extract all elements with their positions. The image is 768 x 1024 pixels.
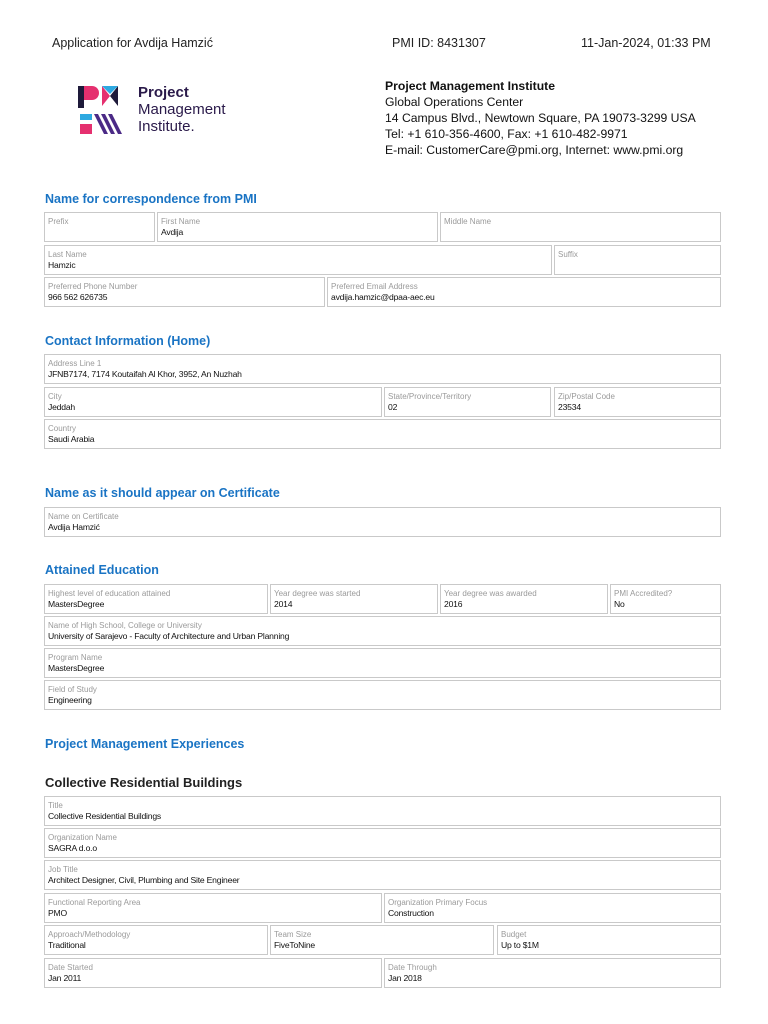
field-value: Construction bbox=[388, 908, 434, 918]
city-field bbox=[44, 387, 382, 417]
field-value: 23534 bbox=[558, 402, 581, 412]
logo-line-3: Institute. bbox=[138, 118, 195, 135]
experience-heading: Collective Residential Buildings bbox=[45, 775, 243, 790]
field-value: 2016 bbox=[444, 599, 463, 609]
field-value: 966 562 626735 bbox=[48, 292, 108, 302]
field-label: Country bbox=[48, 424, 77, 433]
field-label: Date Through bbox=[388, 963, 437, 972]
field-value: Traditional bbox=[48, 940, 86, 950]
primary-focus-field bbox=[384, 893, 721, 923]
middle-name-field bbox=[440, 212, 721, 242]
field-value: Architect Designer, Civil, Plumbing and Site Engineer bbox=[48, 875, 240, 885]
field-label: Preferred Phone Number bbox=[48, 282, 138, 291]
field-value: Hamzic bbox=[48, 260, 76, 270]
field-label: City bbox=[48, 392, 62, 401]
field-label: Date Started bbox=[48, 963, 93, 972]
field-value: Collective Residential Buildings bbox=[48, 811, 162, 821]
field-value: 02 bbox=[388, 402, 398, 412]
date-through-field bbox=[384, 958, 721, 988]
phone-field bbox=[44, 277, 325, 307]
suffix-field bbox=[554, 245, 721, 275]
field-label: Last Name bbox=[48, 250, 87, 259]
education-level-field bbox=[44, 584, 268, 614]
org-name: Project Management Institute bbox=[385, 79, 555, 93]
approach-field bbox=[44, 925, 268, 955]
field-value: FiveToNine bbox=[274, 940, 315, 950]
program-field bbox=[44, 648, 721, 678]
date-started-field bbox=[44, 958, 382, 988]
address-line-1-field bbox=[44, 354, 721, 384]
field-label: Title bbox=[48, 801, 63, 810]
experience-title-field bbox=[44, 796, 721, 826]
field-label: Year degree was started bbox=[274, 589, 361, 598]
field-label: Address Line 1 bbox=[48, 359, 102, 368]
pmi-logo-mark-icon bbox=[78, 84, 134, 138]
zip-field bbox=[554, 387, 721, 417]
field-label: Highest level of education attained bbox=[48, 589, 171, 598]
field-of-study-field bbox=[44, 680, 721, 710]
application-title: Application for Avdija Hamzić bbox=[52, 36, 213, 50]
team-size-field bbox=[270, 925, 494, 955]
field-value: Avdija Hamzić bbox=[48, 522, 100, 532]
field-label: Suffix bbox=[558, 250, 578, 259]
field-label: Team Size bbox=[274, 930, 312, 939]
field-value: SAGRA d.o.o bbox=[48, 843, 97, 853]
org-line-4: E-mail: CustomerCare@pmi.org, Internet: www.pmi.org bbox=[385, 143, 684, 157]
field-value: Engineering bbox=[48, 695, 92, 705]
section-contact: Contact Information (Home) bbox=[45, 334, 211, 348]
field-label: Organization Primary Focus bbox=[388, 898, 488, 907]
year-started-field bbox=[270, 584, 438, 614]
field-value: PMO bbox=[48, 908, 67, 918]
field-label: Prefix bbox=[48, 217, 69, 226]
pmi-logo-text bbox=[138, 84, 226, 135]
field-value: MastersDegree bbox=[48, 663, 105, 673]
field-value: Saudi Arabia bbox=[48, 434, 95, 444]
logo-line-2: Management bbox=[138, 101, 226, 118]
field-value: Up to $1M bbox=[501, 940, 539, 950]
field-label: Zip/Postal Code bbox=[558, 392, 615, 401]
field-label: Budget bbox=[501, 930, 527, 939]
field-label: Functional Reporting Area bbox=[48, 898, 141, 907]
field-value: Avdija bbox=[161, 227, 184, 237]
org-line-1: Global Operations Center bbox=[385, 95, 524, 109]
section-certificate: Name as it should appear on Certificate bbox=[45, 486, 280, 500]
field-value: No bbox=[614, 599, 625, 609]
field-label: Program Name bbox=[48, 653, 103, 662]
school-field bbox=[44, 616, 721, 646]
field-value: JFNB7174, 7174 Koutaifah Al Khor, 3952, An Nuzhah bbox=[48, 369, 242, 379]
field-label: Approach/Methodology bbox=[48, 930, 131, 939]
field-label: Field of Study bbox=[48, 685, 97, 694]
field-label: Name of High School, College or University bbox=[48, 621, 202, 630]
field-label: Job Title bbox=[48, 865, 78, 874]
accredited-field bbox=[610, 584, 721, 614]
field-label: Preferred Email Address bbox=[331, 282, 418, 291]
job-title-field bbox=[44, 860, 721, 890]
section-experiences: Project Management Experiences bbox=[45, 737, 245, 751]
field-value: Jeddah bbox=[48, 402, 75, 412]
first-name-field bbox=[157, 212, 438, 242]
field-label: PMI Accredited? bbox=[614, 589, 673, 598]
field-label: Organization Name bbox=[48, 833, 117, 842]
email-field bbox=[327, 277, 721, 307]
functional-area-field bbox=[44, 893, 382, 923]
organization-name-field bbox=[44, 828, 721, 858]
field-label: Year degree was awarded bbox=[444, 589, 537, 598]
budget-field bbox=[497, 925, 721, 955]
year-awarded-field bbox=[440, 584, 608, 614]
field-value: avdija.hamzic@dpaa-aec.eu bbox=[331, 292, 435, 302]
field-label: First Name bbox=[161, 217, 201, 226]
last-name-field bbox=[44, 245, 552, 275]
section-correspondence: Name for correspondence from PMI bbox=[45, 192, 257, 206]
country-field bbox=[44, 419, 721, 449]
pmi-address-block bbox=[385, 78, 696, 158]
field-value: 2014 bbox=[274, 599, 293, 609]
field-label: Name on Certificate bbox=[48, 512, 119, 521]
section-education: Attained Education bbox=[45, 563, 159, 577]
prefix-field bbox=[44, 212, 155, 242]
field-value: MastersDegree bbox=[48, 599, 105, 609]
state-field bbox=[384, 387, 551, 417]
org-line-2: 14 Campus Blvd., Newtown Square, PA 19073-3299 USA bbox=[385, 111, 696, 125]
pmi-id: PMI ID: 8431307 bbox=[392, 36, 486, 50]
certificate-name-field bbox=[44, 507, 721, 537]
document-date: 11-Jan-2024, 01:33 PM bbox=[581, 36, 711, 50]
field-value: University of Sarajevo - Faculty of Architecture and Urban Planning bbox=[48, 631, 290, 641]
field-value: Jan 2018 bbox=[388, 973, 422, 983]
field-label: Middle Name bbox=[444, 217, 492, 226]
org-line-3: Tel: +1 610-356-4600, Fax: +1 610-482-9971 bbox=[385, 127, 628, 141]
field-value: Jan 2011 bbox=[48, 973, 82, 983]
pmi-logo bbox=[78, 84, 258, 140]
field-label: State/Province/Territory bbox=[388, 392, 472, 401]
logo-line-1: Project bbox=[138, 84, 189, 101]
